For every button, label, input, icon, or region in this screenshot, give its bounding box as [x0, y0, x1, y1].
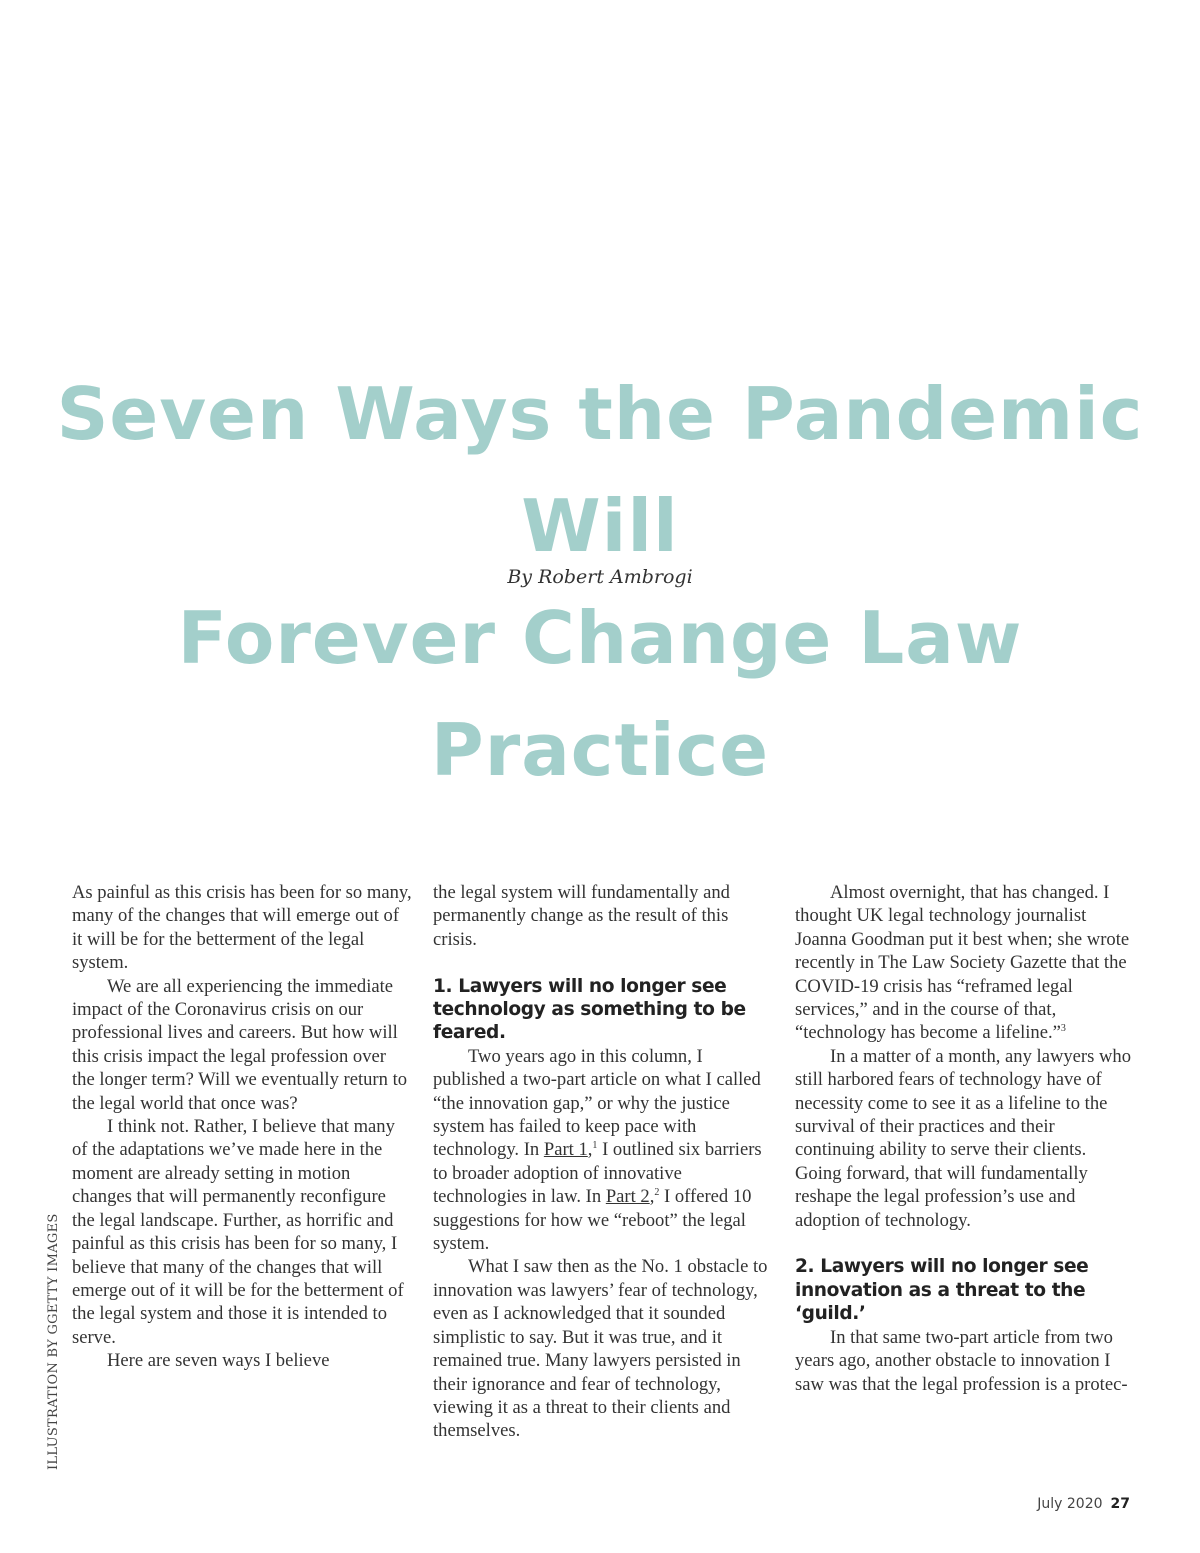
part-1-link[interactable]: Part 1	[543, 1139, 588, 1161]
article-title-line-2: Forever Change Law Practice	[177, 596, 1023, 792]
article-title-line-1: Seven Ways the Pandemic Will	[56, 372, 1144, 568]
footnote-ref-2: 2	[654, 1187, 660, 1199]
paragraph: What I saw then as the No. 1 obstacle to innovation was lawyers’ fear of technology, even as I acknowledged that it sounded simplistic to say. But it was true, and it remained true. Many lawyers persisted in their ignorance and fear of technology, viewing it as a threat to their clients and themselves.	[433, 1256, 768, 1442]
section-heading-1: 1. Lawyers will no longer see technology as something to be feared.	[433, 975, 746, 1044]
footnote-ref-3: 3	[1060, 1023, 1066, 1035]
text-run: I outlined six barriers to broader adoption of innovative technologies in law. In	[433, 1139, 762, 1208]
paragraph: Two years ago in this column, I published a two-part article on what I called “the innovation gap,” or why the justice system has failed to keep pace with technology. In Part 1,$^1$ I outlined six barriers to broader adoption of innovative technologies in law. In Part 2,$^2$ I offered 10 suggestions for how we “reboot” the legal system.	[433, 1045, 762, 1255]
page-number: 27	[1110, 1496, 1130, 1512]
paragraph: Here are seven ways I believe	[107, 1350, 330, 1372]
paragraph: the legal system will fundamentally and permanently change as the result of this crisis.	[433, 882, 730, 950]
article-column-3	[795, 881, 1135, 1396]
page-footer	[1037, 1496, 1130, 1512]
text-run: Almost overnight, that has changed. I thought UK legal technology journalist Joanna Goodman put it best when; she wrote recently in The Law Society Gazette that the COVID-19 crisis has “reframed legal services,” and in the course of that, “technology has become a lifeline.”	[795, 882, 1130, 1044]
paragraph: In that same two-part article from two years ago, another obstacle to innovation I saw was that the legal profession is a protec-	[795, 1326, 1128, 1395]
text-run: I offered 10 suggestions for how we “reboot” the legal system.	[433, 1186, 752, 1255]
footnote-ref-1: 1	[592, 1140, 598, 1152]
part-2-link[interactable]: Part 2	[605, 1186, 650, 1208]
article-column-1	[72, 881, 412, 1373]
paragraph: As painful as this crisis has been for so many, many of the changes that will emerge out of it will be for the betterment of the legal system.	[72, 882, 412, 974]
byline: By Robert Ambrogi	[507, 566, 693, 588]
section-heading-2: 2. Lawyers will no longer see innovation as a threat to the ‘guild.’	[795, 1256, 1089, 1325]
illustration-credit: ILLUSTRATION BY GGETTY IMAGES	[46, 1213, 61, 1470]
paragraph: I think not. Rather, I believe that many of the adaptations we’ve made here in the moment are already setting in motion changes that will permanently reconfigure the legal landscape. Further, as horrific and painful as this crisis has been for so many, I believe that many of the changes that will emerge out of it will be for the betterment of the legal system and those it is intended to serve.	[72, 1116, 404, 1348]
text-run: Two years ago in this column, I published a two-part article on what I called “the innovation gap,” or why the justice system has failed to keep pace with technology. In	[433, 1045, 761, 1161]
paragraph	[795, 881, 1135, 1045]
paragraph: We are all experiencing the immediate impact of the Coronavirus crisis on our professional lives and careers. But how will this crisis impact the legal profession over the longer term? Will we eventually return to the legal world that once was?	[72, 975, 408, 1114]
issue-date: July 2020	[1037, 1496, 1103, 1512]
article-column-2	[433, 881, 773, 1443]
paragraph: In a matter of a month, any lawyers who still harbored fears of technology have of necessity come to see it as a lifeline to the survival of their practices and their continuing ability to serve their clients. Going forward, that will fundamentally reshape the legal profession’s use and adoption of technology.	[795, 1045, 1132, 1231]
